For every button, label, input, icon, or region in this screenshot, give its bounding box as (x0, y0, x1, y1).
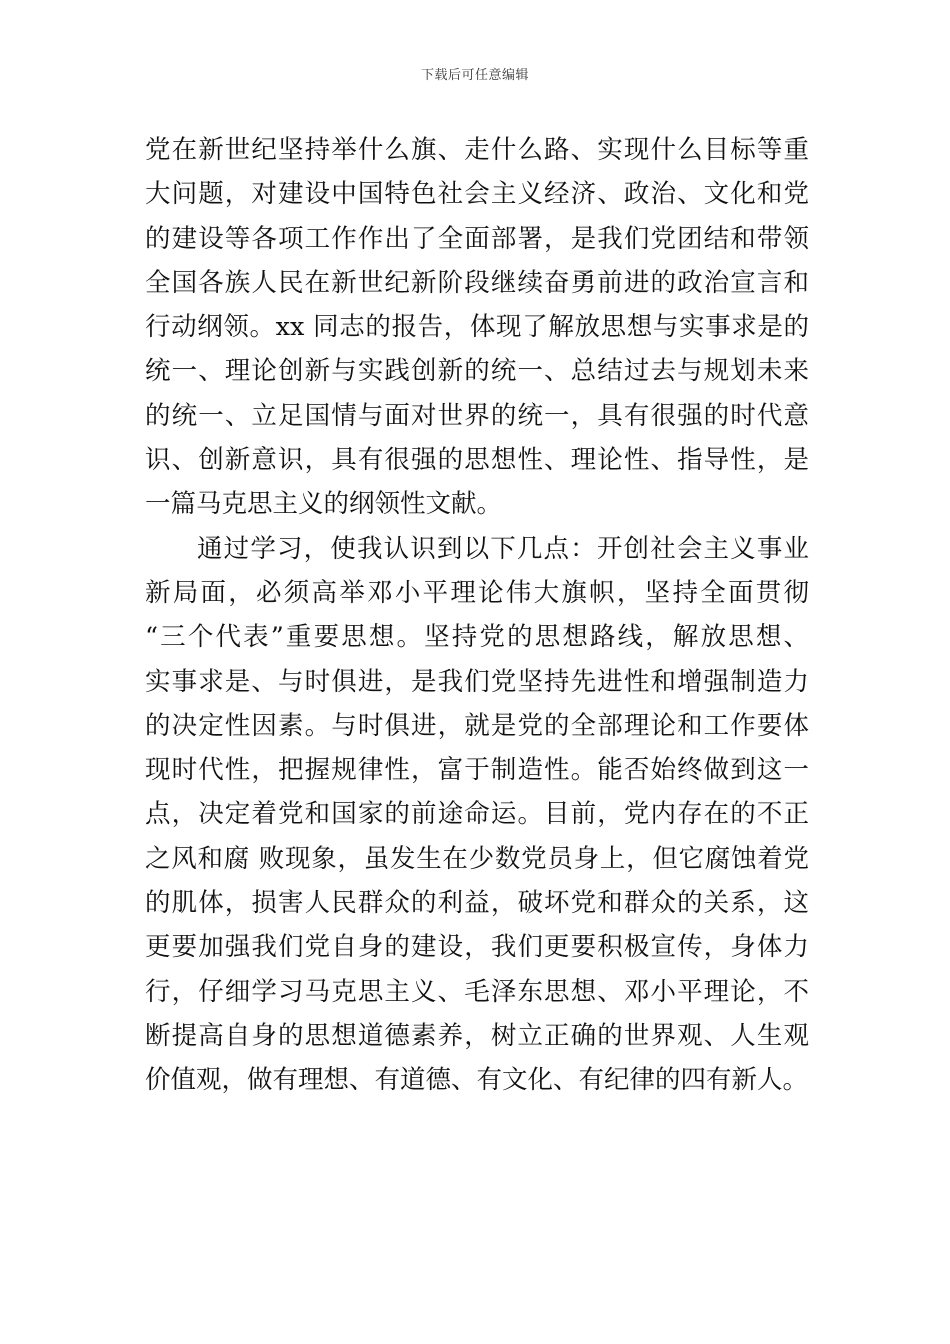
paragraph-1 (145, 128, 809, 527)
page-header: 下载后可任意编辑 (420, 68, 529, 83)
text-line: “三个代表”重要思想。坚持党的思想路线，解放思想、 (145, 622, 809, 653)
document-body (145, 128, 809, 1103)
text-line: 现时代性，把握规律性，富于制造性。能否始终做到这一 (145, 755, 809, 786)
text-line: 的肌体，损害人民群众的利益，破坏党和群众的关系，这 (145, 888, 809, 919)
text-line: 更要加强我们党自身的建设，我们更要积极宣传，身体力 (145, 932, 809, 963)
text-line: 行，仔细学习马克思主义、毛泽东思想、邓小平理论，不 (145, 976, 809, 1007)
text-line: 全国各族人民在新世纪新阶段继续奋勇前进的政治宣言和 (145, 267, 809, 298)
text-line: 一篇马克思主义的纲领性文献。 (145, 489, 503, 520)
text-line: 识、创新意识，具有很强的思想性、理论性、指导性，是 (145, 445, 809, 476)
text-line: 断提高自身的思想道德素养，树立正确的世界观、人生观 (145, 1020, 809, 1051)
text-line: 行动纲领。xx 同志的报告，体现了解放思想与实事求是的 (145, 312, 809, 343)
paragraph-2 (145, 527, 809, 1103)
text-line: 大问题，对建设中国特色社会主义经济、政治、文化和党 (145, 179, 809, 210)
text-line: 的决定性因素。与时俱进，就是党的全部理论和工作要体 (145, 710, 809, 741)
text-line: 点，决定着党和国家的前途命运。目前，党内存在的不正 (145, 799, 809, 830)
text-line: 价值观，做有理想、有道德、有文化、有纪律的四有新人。 (145, 1065, 809, 1096)
text-line: 党在新世纪坚持举什么旗、走什么路、实现什么目标等重 (145, 135, 809, 165)
text-line: 之风和腐 败现象，虽发生在少数党员身上，但它腐蚀着党 (145, 843, 809, 874)
text-line: 统一、理论创新与实践创新的统一、总结过去与规划未来 (145, 356, 809, 387)
text-line: 通过学习，使我认识到以下几点：开创社会主义事业 (197, 533, 809, 564)
text-line: 的统一、立足国情与面对世界的统一，具有很强的时代意 (145, 400, 809, 431)
text-line: 的建设等各项工作作出了全面部署，是我们党团结和带领 (145, 223, 809, 254)
text-line: 实事求是、与时俱进，是我们党坚持先进性和增强制造力 (145, 666, 809, 697)
text-line: 新局面，必须高举邓小平理论伟大旗帜，坚持全面贯彻 (145, 577, 809, 608)
